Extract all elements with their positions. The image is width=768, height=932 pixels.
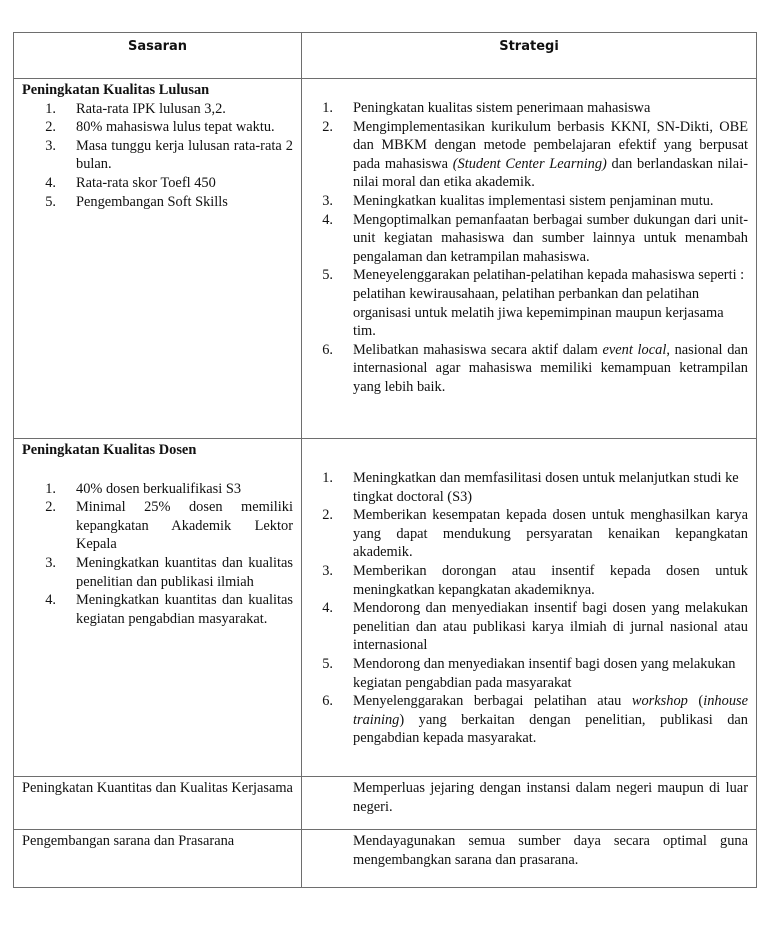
target-list — [22, 100, 293, 212]
list-item: 5. Meneyelenggarakan pelatihan-pelatihan kepada mahasiswa seperti : pelatihan kewirausahaan, pelatihan perbankan dan pelatihan organisasi untuk melatih jiwa kepemimpinan maupun kerjasama tim. — [322, 267, 745, 340]
section-heading: Peningkatan Kualitas Lulusan — [22, 82, 210, 98]
list-item: 4. Mengoptimalkan pemanfaatan berbagai sumber dukungan dari unit-unit kegiatan mahasiswa dan sumber lainnya untuk menambah pengalaman dan ketrampilan mahasiswa. — [322, 211, 748, 265]
sasaran-text: Peningkatan Kuantitas dan Kualitas Kerjasama — [22, 780, 293, 796]
row-sarana-prasarana — [14, 830, 757, 888]
strategi-cell — [302, 439, 757, 777]
strategi-cell — [302, 777, 757, 830]
strategi-cell — [302, 830, 757, 888]
list-item: 5. Pengembangan Soft Skills — [45, 193, 228, 210]
header-strategi: Strategi — [302, 33, 757, 79]
header-sasaran: Sasaran — [14, 33, 302, 79]
list-item: 3. Memberikan dorongan atau insentif kepada dosen untuk meningkatkan kepangkatan akademiknya. — [322, 562, 748, 598]
list-item: 3. Meningkatkan kualitas implementasi sistem penjaminan mutu. — [322, 192, 714, 209]
list-item: 6. Melibatkan mahasiswa secara aktif dalam event local, nasional dan internasional agar mahasiswa memiliki kemampuan ketrampilan yang lebih baik. — [322, 341, 749, 395]
strategi-text: Memperluas jejaring dengan instansi dalam negeri maupun di luar negeri. — [353, 780, 748, 815]
row-kualitas-lulusan — [14, 79, 757, 439]
list-item: 2. Memberikan kesempatan kepada dosen untuk menghasilkan karya yang dapat mendukung persyaratan kenaikan kepangkatan akademik. — [322, 507, 748, 561]
strategy-list — [302, 469, 748, 748]
strategy-list — [302, 99, 748, 397]
header-row — [14, 33, 757, 79]
list-item: 6. Menyelenggarakan berbagai pelatihan atau workshop (inhouse training) yang berkaitan dengan penelitian, publikasi dan pengabdian kepada masyarakat. — [322, 693, 749, 747]
list-item: 1. Meningkatkan dan memfasilitasi dosen untuk melanjutkan studi ke tingkat doctoral (S3) — [322, 470, 739, 505]
list-item: 2. 80% mahasiswa lulus tepat waktu. — [45, 119, 275, 136]
list-item: 4. Rata-rata skor Toefl 450 — [45, 174, 216, 191]
list-item: 1. Peningkatan kualitas sistem penerimaan mahasiswa — [322, 100, 651, 116]
list-item: 4. Mendorong dan menyediakan insentif bagi dosen yang melakukan penelitian dan atau publikasi karya ilmiah di jurnal nasional atau internasional — [322, 600, 748, 654]
list-item: 2. Minimal 25% dosen memiliki kepangkatan Akademik Lektor Kepala — [45, 499, 293, 553]
sasaran-strategi-table — [13, 32, 757, 888]
sasaran-cell — [14, 777, 302, 830]
target-list — [22, 480, 293, 629]
list-item: 1. 40% dosen berkualifikasi S3 — [45, 480, 242, 497]
list-item: 3. Meningkatkan kuantitas dan kualitas penelitian dan publikasi ilmiah — [45, 554, 293, 590]
row-kerjasama — [14, 777, 757, 830]
list-item: 4. Meningkatkan kuantitas dan kualitas kegiatan pengabdian masyarakat. — [45, 592, 293, 627]
sasaran-cell — [14, 439, 302, 777]
section-heading: Peningkatan Kualitas Dosen — [22, 442, 197, 458]
list-item: 1. Rata-rata IPK lulusan 3,2. — [45, 100, 226, 117]
sasaran-cell — [14, 830, 302, 888]
list-item: 3. Masa tunggu kerja lulusan rata-rata 2 bulan. — [45, 137, 293, 173]
list-item: 2. Mengimplementasikan kurikulum berbasis KKNI, SN-Dikti, OBE dan MBKM dengan metode pembelajaran efektif yang berpusat pada mahasiswa (Student Center Learning) dan berlandaskan nilai-nilai moral dan etika akademik. — [322, 118, 748, 191]
sasaran-cell — [14, 79, 302, 439]
sasaran-text: Pengembangan sarana dan Prasarana — [22, 833, 235, 849]
row-kualitas-dosen — [14, 439, 757, 777]
strategi-text: Mendayagunakan semua sumber daya secara optimal guna mengembangkan sarana dan prasarana. — [353, 833, 748, 868]
strategi-cell — [302, 79, 757, 439]
list-item: 5. Mendorong dan menyediakan insentif bagi dosen yang melakukan kegiatan pengabdian pada masyarakat — [322, 655, 736, 691]
